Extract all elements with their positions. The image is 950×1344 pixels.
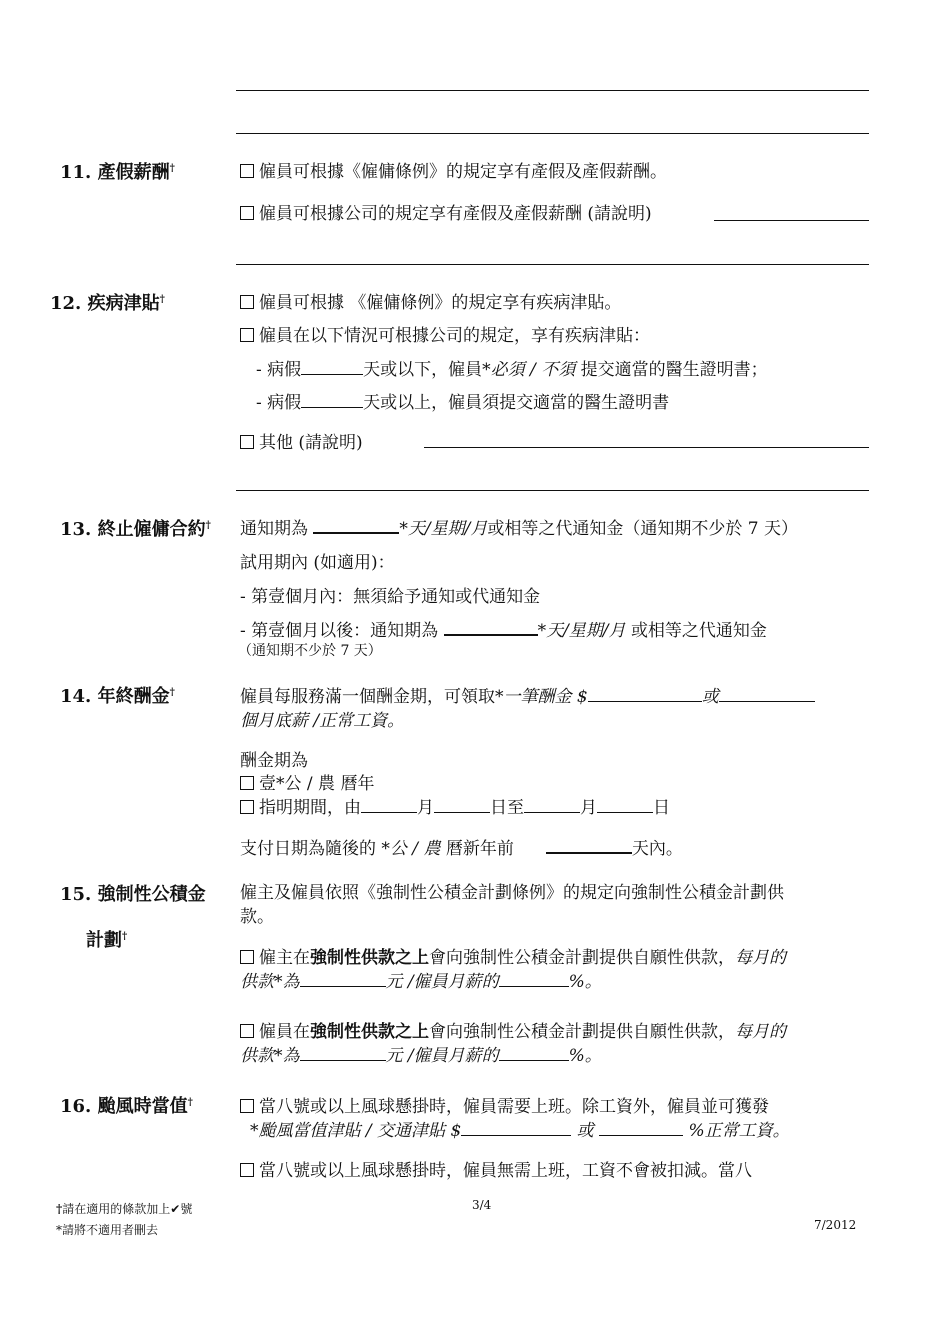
option-text: 當八號或以上風球懸掛時，僱員無需上班，工資不會被扣減。當八 [259,1161,752,1181]
section-15-title-line-1: 15. 強制性公積金 [60,884,206,905]
text: 日 [653,798,670,818]
italic-text: %正常工資。 [688,1121,790,1141]
section-13-after-note: （通知期不少於 7 天） [238,643,382,659]
checkbox[interactable] [240,776,254,790]
italic-or: 或 [701,687,719,707]
section-14-option-2[interactable] [240,793,670,818]
section-13-label: 13. 終止僱傭合約 [60,519,206,540]
italic-choice: *天/星期/月 [399,519,488,539]
section-13-probation: 試用期內 (如適用)： [240,553,395,573]
checkbox[interactable] [240,164,254,178]
option-text: 其他 (請說明) [259,433,363,453]
checkbox[interactable] [240,950,254,964]
option-text: 僱員可根據 《僱傭條例》的規定享有疾病津貼。 [259,293,622,313]
text: 或相等之代通知金（通知期不少於 7 天） [487,519,798,539]
bold-text: 強制性供款之上 [310,1022,429,1042]
option-text: 僱員可根據公司的規定享有產假及產假薪酬 (請說明) [259,204,652,224]
dagger-mark: † [122,931,128,942]
checkbox[interactable] [240,1099,254,1113]
section-12-option-2[interactable] [240,321,650,346]
text: 日至 [490,798,524,818]
notice-period-blank[interactable] [444,616,538,636]
month-blank[interactable] [361,794,417,813]
checkbox[interactable] [240,206,254,220]
option-text: 僱員可根據《僱傭條例》的規定享有產假及產假薪酬。 [259,162,667,182]
section-14-line-2 [240,706,404,731]
option-text: 當八號或以上風球懸掛時，僱員需要上班。除工資外，僱員並可獲發 [259,1097,769,1117]
section-11-option-2[interactable] [240,199,652,224]
checkbox[interactable] [240,800,254,814]
section-15-option-1-line-2 [240,967,602,992]
text: 月 [417,798,434,818]
months-blank[interactable] [719,683,815,702]
section-13-title [60,515,211,541]
option-text: 僱員在以下情況可根據公司的規定，享有疾病津貼： [259,326,650,346]
section-11-blank-line[interactable] [714,220,869,221]
italic-text: 元 /僱員月薪的 [385,972,499,992]
section-15-label: 計劃 [86,930,122,951]
italic-text: 每月的 [735,1022,786,1042]
dagger-mark: † [159,294,165,305]
text: - 病假 [256,360,302,380]
text: 會向強制性公積金計劃提供自願性供款， [429,948,735,968]
text: 月 [580,798,597,818]
section-11-option-1[interactable] [240,157,667,182]
text: 會向強制性公積金計劃提供自願性供款， [429,1022,735,1042]
section-12-title [50,289,165,315]
italic-choice: *天/星期/月 [537,621,626,641]
section-15-title-line-2 [86,926,127,952]
italic-text: 供款*為 [240,1046,300,1066]
section-12-rule [236,490,869,491]
section-14-period-label: 酬金期為 [240,751,308,771]
amount-blank[interactable] [300,1042,386,1061]
day-blank[interactable] [434,794,490,813]
checkbox[interactable] [240,1024,254,1038]
page-number: 3/4 [472,1198,492,1212]
section-11-rule [236,264,869,265]
amount-blank[interactable] [300,968,386,987]
text: 天或以上，僱員須提交適當的醫生證明書 [363,393,670,413]
text: 僱員在 [259,1022,310,1042]
days-blank[interactable] [301,389,363,408]
text: 請在適用的條款加上✔號 [62,1202,193,1216]
footer-note-2: *請將不適用者刪去 [56,1223,159,1237]
section-12-sick-leave-line-1 [256,355,768,380]
italic-choice: *一筆酬金 $ [495,687,588,707]
section-14-title [60,682,175,708]
text: 或相等之代通知金 [630,621,767,641]
top-rule-1 [236,90,869,91]
section-15-intro-line-2: 款。 [240,907,274,927]
footer-note-1 [56,1200,192,1217]
dagger-mark: † [169,163,175,174]
text: - 第壹個月以後：通知期為 [240,621,439,641]
italic-text: 每月的 [735,948,786,968]
italic-text: 供款*為 [240,972,300,992]
section-16-label: 16. 颱風時當值 [60,1096,188,1117]
section-11-title [60,158,175,184]
section-13-after-first-month [240,616,767,641]
section-15-option-2-line-2 [240,1041,602,1066]
text: 天或以下，僱員 [363,360,483,380]
checkbox[interactable] [240,435,254,449]
top-rule-2 [236,133,869,134]
form-date: 7/2012 [814,1218,857,1232]
amount-blank[interactable] [588,683,702,702]
bold-text: 強制性供款之上 [310,948,429,968]
italic-choice: 公 / 農 [389,839,441,859]
section-14-label: 14. 年終酬金 [60,686,170,707]
italic-text: 個月底薪 /正常工資。 [240,711,405,731]
amount-blank[interactable] [461,1117,571,1136]
dagger-mark: † [205,520,211,531]
italic-or: 或 [576,1121,594,1141]
text: 通知期為 [240,519,308,539]
text: 指明期間，由 [259,798,361,818]
section-15-intro-line-1: 僱主及僱員依照《強制性公積金計劃條例》的規定向強制性公積金計劃供 [240,883,784,903]
italic-text: %。 [568,1046,602,1066]
section-11-label: 11. 產假薪酬 [60,162,170,183]
percent-blank[interactable] [499,968,569,987]
italic-text: %。 [568,972,602,992]
dagger-mark: † [169,687,175,698]
italic-text: *颱風當值津貼 / 交通津貼 $ [250,1121,462,1141]
checkbox[interactable] [240,295,254,309]
days-blank[interactable] [546,834,632,854]
section-16-option-1-line-2 [250,1116,790,1141]
days-blank[interactable] [301,356,363,375]
dagger-mark: † [56,1202,63,1216]
section-12-label: 12. 疾病津貼 [50,293,160,314]
section-12-option-1[interactable] [240,288,621,313]
italic-choice: *必須 / 不須 [482,360,576,380]
section-12-blank-line[interactable] [424,447,869,448]
text: 提交適當的醫生證明書； [580,360,768,380]
text: 僱主在 [259,948,310,968]
section-16-title [60,1092,193,1118]
percent-blank[interactable] [599,1117,683,1136]
day-blank[interactable] [597,794,653,813]
section-15-option-2[interactable] [240,1017,786,1042]
checkbox[interactable] [240,328,254,342]
section-15-option-1[interactable] [240,943,786,968]
section-12-option-3[interactable] [240,428,363,453]
section-16-option-2[interactable] [240,1156,752,1181]
text: 曆新年前 [445,839,514,859]
text: 僱員每服務滿一個酬金期，可領取 [240,687,495,707]
text: 天內。 [631,839,683,859]
month-blank[interactable] [524,794,580,813]
section-13-notice-line [240,514,798,539]
percent-blank[interactable] [499,1042,569,1061]
section-13-first-month: - 第壹個月內：無須給予通知或代通知金 [240,587,541,607]
dagger-mark: † [187,1097,193,1108]
section-14-payment-date [240,834,683,859]
checkbox[interactable] [240,1163,254,1177]
section-16-option-1[interactable] [240,1092,769,1117]
section-12-sick-leave-line-2 [256,388,669,413]
notice-period-blank[interactable] [313,514,399,534]
section-14-line-1 [240,682,815,707]
text: - 病假 [256,393,302,413]
italic-text: 元 /僱員月薪的 [385,1046,499,1066]
section-14-option-1[interactable] [240,769,374,794]
text: 支付日期為隨後的 * [240,839,390,859]
option-text: 壹*公 / 農 曆年 [259,774,375,794]
